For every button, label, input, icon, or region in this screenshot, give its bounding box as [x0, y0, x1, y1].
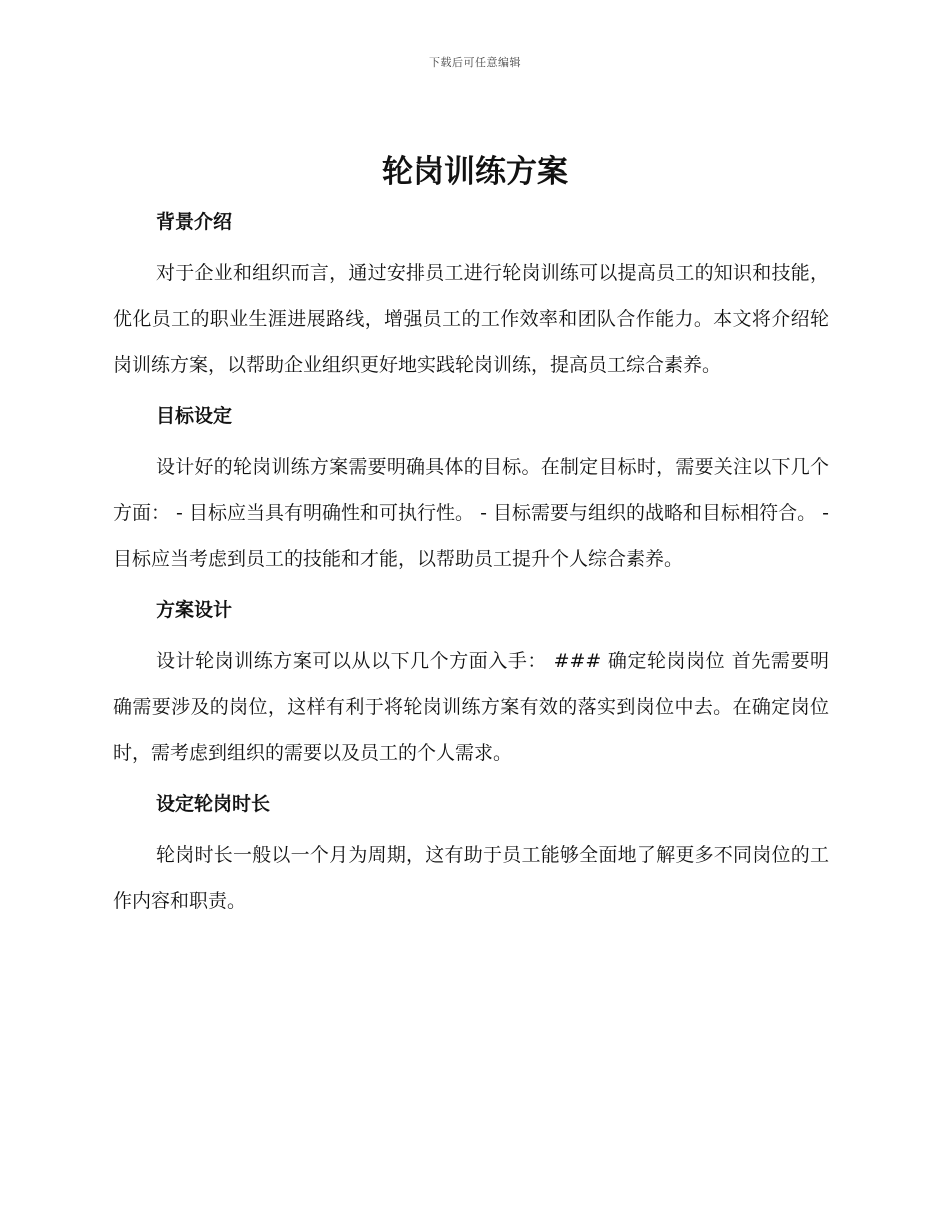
section-paragraph: 轮岗时长一般以一个月为周期，这有助于员工能够全面地了解更多不同岗位的工作内容和职责。 [113, 844, 829, 912]
document-body [113, 202, 829, 932]
section-heading: 方案设计 [156, 599, 233, 621]
section-heading: 设定轮岗时长 [156, 793, 271, 815]
document-title: 轮岗训练方案 [382, 154, 568, 190]
section-background [113, 202, 829, 388]
section-plan-design [113, 590, 829, 776]
section-paragraph: 设计好的轮岗训练方案需要明确具体的目标。在制定目标时，需要关注以下几个方面： - 目标应当具有明确性和可执行性。 - 目标需要与组织的战略和目标相符合。 - 目标应当考虑到员工的技能和才能，以帮助员工提升个人综合素养。 [113, 456, 829, 570]
section-paragraph: 设计轮岗训练方案可以从以下几个方面入手： ### 确定轮岗岗位 首先需要明确需要涉及的岗位，这样有利于将轮岗训练方案有效的落实到岗位中去。在确定岗位时，需考虑到组织的需要以及员工的个人需求。 [113, 650, 829, 764]
section-rotation-duration [113, 784, 829, 924]
section-heading: 背景介绍 [156, 211, 233, 233]
section-goals [113, 396, 829, 582]
page-header-note: 下载后可任意编辑 [429, 56, 521, 69]
section-heading: 目标设定 [156, 405, 233, 427]
section-paragraph: 对于企业和组织而言，通过安排员工进行轮岗训练可以提高员工的知识和技能，优化员工的职业生涯进展路线，增强员工的工作效率和团队合作能力。本文将介绍轮岗训练方案，以帮助企业组织更好地实践轮岗训练，提高员工综合素养。 [113, 262, 829, 376]
